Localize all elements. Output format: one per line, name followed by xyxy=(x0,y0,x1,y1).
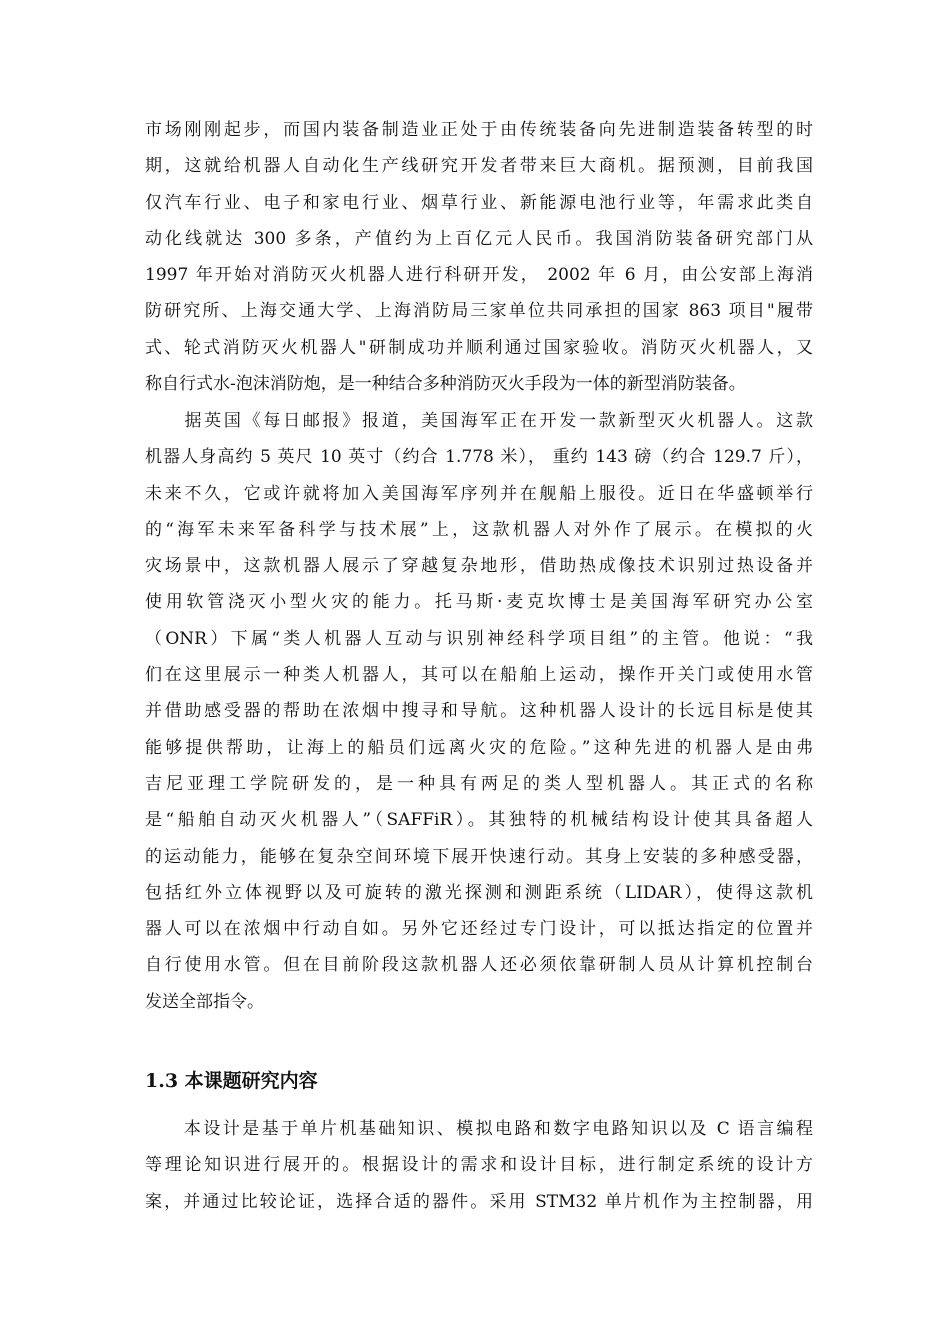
text-line: 并借助感受器的帮助在浓烟中搜寻和导航。这种机器人设计的长远目标是使其 xyxy=(145,701,813,722)
paragraph-1 xyxy=(145,112,813,402)
text-line: 器人可以在浓烟中行动自如。另外它还经过专门设计，可以抵达指定的位置并 xyxy=(145,919,813,940)
text-line: 动化线就达 300 多条，产值约为上百亿元人民币。我国消防装备研究部门从 xyxy=(145,228,813,249)
text-line: 包括红外立体视野以及可旋转的激光探测和测距系统（LIDAR），使得这款机 xyxy=(145,882,813,903)
section-heading: 1.3 本课题研究内容 xyxy=(145,1070,318,1092)
text-line: 仅汽车行业、电子和家电行业、烟草行业、新能源电池行业等，年需求此类自 xyxy=(145,192,813,213)
text-line: 是“船舶自动灭火机器人”（SAFFiR）。其独特的机械结构设计使其具备超人 xyxy=(145,810,813,831)
text-line: 的“海军未来军备科学与技术展”上，这款机器人对外作了展示。在模拟的火 xyxy=(145,519,813,540)
text-line: 本设计是基于单片机基础知识、模拟电路和数字电路知识以及 C 语言编程 xyxy=(145,1119,813,1139)
text-line: 机器人身高约 5 英尺 10 英寸（约合 1.778 米）， 重约 143 磅（约合 129.7 斤）， xyxy=(145,447,813,468)
text-line: 们在这里展示一种类人机器人，其可以在船舶上运动，操作开关门或使用水管 xyxy=(145,665,813,686)
text-line: 自行使用水管。但在目前阶段这款机器人还必须依靠研制人员从计算机控制台 xyxy=(145,955,813,976)
text-line: 等理论知识进行展开的。根据设计的需求和设计目标，进行制定系统的设计方 xyxy=(145,1155,813,1176)
text-line: 的运动能力，能够在复杂空间环境下展开快速行动。其身上安装的多种感受器， xyxy=(145,846,813,867)
text-line: 据英国《每日邮报》报道，美国海军正在开发一款新型灭火机器人。这款 xyxy=(145,411,813,431)
paragraph-2 xyxy=(145,403,813,1020)
text-line: 期，这就给机器人自动化生产线研究开发者带来巨大商机。据预测，目前我国 xyxy=(145,156,813,177)
text-line: 发送全部指令。 xyxy=(145,991,264,1012)
text-line: 称自行式水-泡沫消防炮，是一种结合多种消防灭火手段为一体的新型消防装备。 xyxy=(145,374,746,395)
text-line: 使用软管浇灭小型火灾的能力。托马斯·麦克坎博士是美国海军研究办公室 xyxy=(145,592,813,613)
text-line: 灾场景中，这款机器人展示了穿越复杂地形，借助热成像技术识别过热设备并 xyxy=(145,556,813,577)
text-line: 式、轮式消防灭火机器人"研制成功并顺利通过国家验收。消防灭火机器人，又 xyxy=(145,337,813,358)
paragraph-3 xyxy=(145,1111,813,1220)
text-line: 能够提供帮助，让海上的船员们远离火灾的危险。”这种先进的机器人是由弗 xyxy=(145,737,813,758)
text-line: 市场刚刚起步，而国内装备制造业正处于由传统装备向先进制造装备转型的时 xyxy=(145,120,813,140)
text-line: 未来不久，它或许就将加入美国海军序列并在舰船上服役。近日在华盛顿举行 xyxy=(145,483,813,504)
text-line: （ONR）下属“类人机器人互动与识别神经科学项目组”的主管。他说：“我 xyxy=(145,628,813,649)
text-line: 案，并通过比较论证，选择合适的器件。采用 STM32 单片机作为主控制器，用 xyxy=(145,1191,813,1212)
text-line: 1997 年开始对消防灭火机器人进行科研开发， 2002 年 6 月，由公安部上海消 xyxy=(145,265,813,286)
text-line: 防研究所、上海交通大学、上海消防局三家单位共同承担的国家 863 项目"履带 xyxy=(145,301,813,322)
text-line: 吉尼亚理工学院研发的，是一种具有两足的类人型机器人。其正式的名称 xyxy=(145,773,813,794)
